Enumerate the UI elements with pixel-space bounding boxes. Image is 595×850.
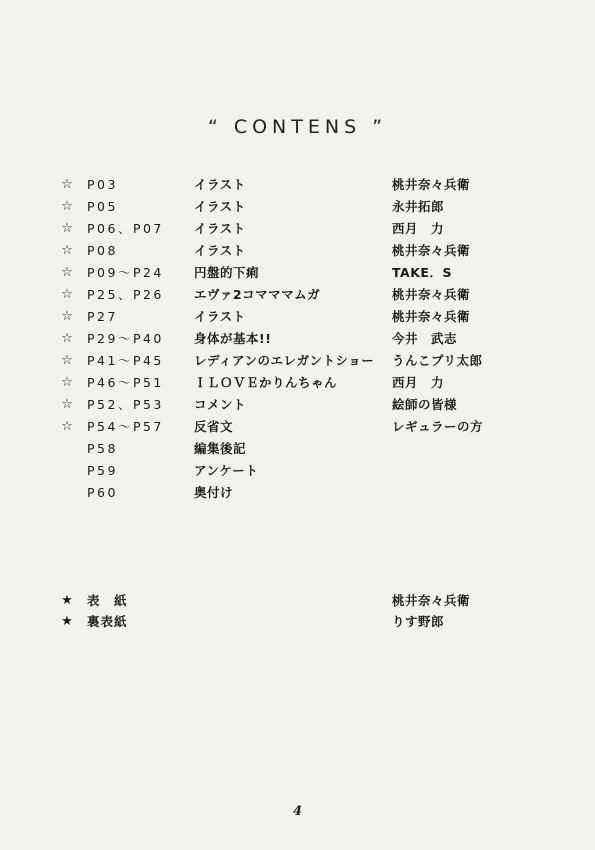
- toc-title: イラスト: [194, 309, 246, 324]
- toc-pages: P09～P24: [87, 265, 164, 280]
- cover-row: [0, 611, 595, 633]
- toc-pages: P25、P26: [87, 287, 164, 302]
- toc-title: エヴァ2コマママムガ: [194, 287, 321, 302]
- toc-pages: P58: [87, 441, 118, 456]
- page-number: 4: [292, 804, 303, 819]
- cover-author: りす野郎: [392, 614, 445, 629]
- page-title: “ CONTENS ”: [207, 116, 388, 138]
- toc-title: 編集後記: [194, 441, 247, 456]
- toc-title: ＩＬＯＶＥかりんちゃん: [194, 375, 338, 390]
- toc-pages: P52、P53: [87, 397, 164, 412]
- star-icon: ☆: [61, 243, 73, 258]
- toc-row: [0, 482, 595, 504]
- toc-row: [0, 350, 595, 372]
- star-icon: ☆: [61, 331, 73, 346]
- toc-row: [0, 328, 595, 350]
- star-icon: ☆: [61, 199, 73, 214]
- cover-label: 表 紙: [87, 593, 128, 608]
- toc-row: [0, 306, 595, 328]
- toc-pages: P46～P51: [87, 375, 164, 390]
- star-icon: ☆: [61, 265, 73, 280]
- filled-star-icon: ★: [61, 614, 73, 629]
- star-icon: ☆: [61, 375, 73, 390]
- star-icon: ☆: [61, 353, 73, 368]
- toc-author: TAKE．S: [392, 265, 452, 280]
- toc-row: [0, 416, 595, 438]
- star-icon: ☆: [61, 309, 73, 324]
- toc-author: 桃井奈々兵衛: [392, 309, 471, 324]
- toc-author: 桃井奈々兵衛: [392, 243, 471, 258]
- toc-title: アンケート: [194, 463, 259, 478]
- toc-pages: P54～P57: [87, 419, 164, 434]
- toc-title: 奥付け: [194, 485, 234, 500]
- toc-title: 反省文: [194, 419, 234, 434]
- star-icon: ☆: [61, 177, 73, 192]
- toc-row: [0, 460, 595, 482]
- toc-author: 西月 力: [392, 375, 445, 390]
- filled-star-icon: ★: [61, 593, 73, 608]
- toc-pages: P29～P40: [87, 331, 164, 346]
- toc-author: 桃井奈々兵衛: [392, 177, 471, 192]
- toc-title: レディアンのエレガントショー: [194, 353, 375, 368]
- toc-author: レギュラーの方: [392, 419, 484, 434]
- toc-row: [0, 196, 595, 218]
- toc-pages: P05: [87, 199, 118, 214]
- toc-title: イラスト: [194, 243, 246, 258]
- toc-row: [0, 174, 595, 196]
- toc-pages: P06、P07: [87, 221, 164, 236]
- toc-pages: P41～P45: [87, 353, 164, 368]
- star-icon: ☆: [61, 419, 73, 434]
- toc-row: [0, 262, 595, 284]
- star-icon: ☆: [61, 221, 73, 236]
- toc-title: 円盤的下痢: [194, 265, 260, 280]
- toc-row: [0, 394, 595, 416]
- cover-row: [0, 590, 595, 612]
- toc-title: イラスト: [194, 177, 246, 192]
- toc-row: [0, 218, 595, 240]
- toc-author: 永井拓郎: [392, 199, 445, 214]
- toc-author: うんこプリ太郎: [392, 353, 483, 368]
- toc-pages: P60: [87, 485, 118, 500]
- toc-title: イラスト: [194, 221, 246, 236]
- star-icon: ☆: [61, 397, 73, 412]
- toc-title: 身体が基本!!: [194, 331, 272, 346]
- toc-pages: P27: [87, 309, 118, 324]
- toc-row: [0, 240, 595, 262]
- cover-label: 裏表紙: [87, 614, 128, 629]
- toc-pages: P59: [87, 463, 118, 478]
- cover-author: 桃井奈々兵衛: [392, 593, 471, 608]
- toc-author: 桃井奈々兵衛: [392, 287, 471, 302]
- toc-title: イラスト: [194, 199, 246, 214]
- toc-author: 西月 力: [392, 221, 445, 236]
- toc-pages: P08: [87, 243, 118, 258]
- toc-row: [0, 372, 595, 394]
- toc-author: 絵師の皆様: [392, 397, 458, 412]
- toc-row: [0, 438, 595, 460]
- toc-row: [0, 284, 595, 306]
- toc-title: コメント: [194, 397, 247, 412]
- toc-pages: P03: [87, 177, 118, 192]
- star-icon: ☆: [61, 287, 73, 302]
- toc-author: 今井 武志: [392, 331, 458, 346]
